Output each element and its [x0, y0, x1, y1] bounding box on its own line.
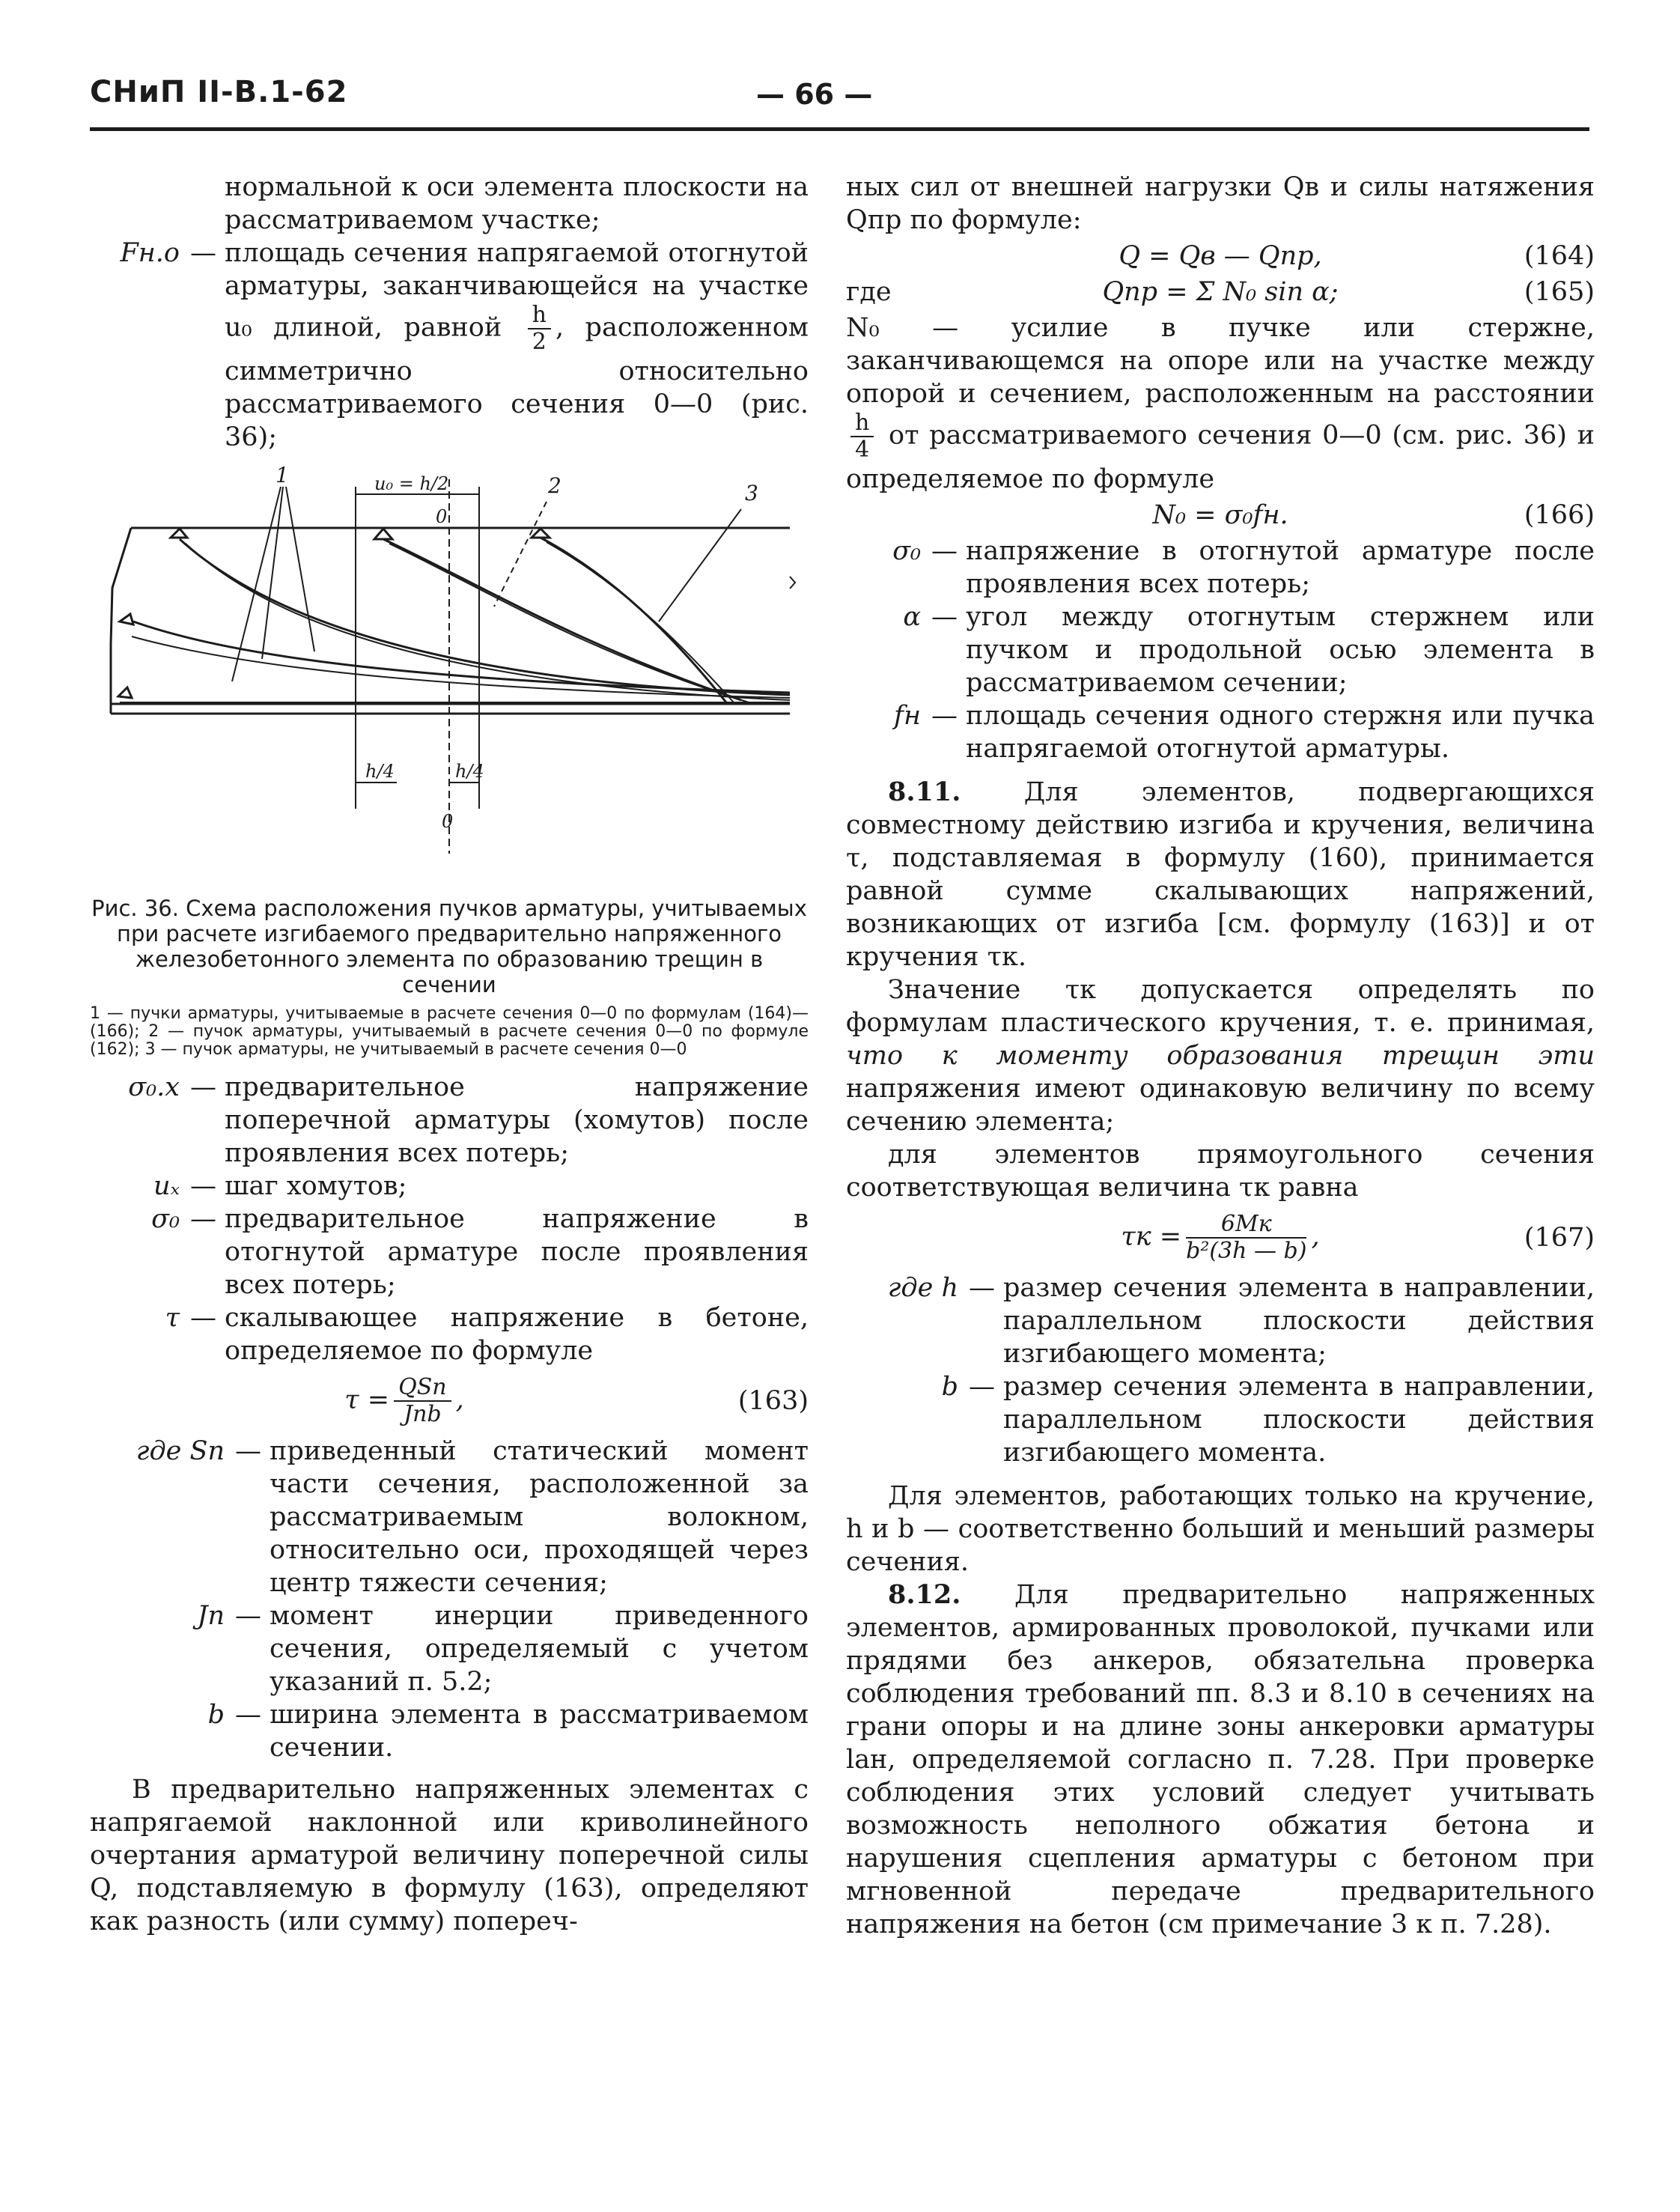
definition-text: размер сечения элемента в направлении, параллельном плоскости действия изгибающего момента.: [1003, 1372, 1595, 1468]
section-number: 8.12.: [888, 1579, 961, 1610]
formula-165: [846, 276, 1595, 309]
leader-3: [659, 509, 741, 622]
definition-text: ширина элемента в рассматриваемом сечении.: [270, 1700, 809, 1763]
figure-36: [90, 464, 809, 1059]
anchor-plate: [118, 687, 132, 698]
figure-legend: 1 — пучки арматуры, учитываемые в расчете сечения 0—0 по формулам (164)—(166); 2 — пучок арматуры, учитываемый в расчете сечения 0—0 по формуле (162); 3 — пучок арматуры, не учитываемый в расчете сечения 0—0: [90, 1004, 809, 1059]
formula-lead: где: [846, 277, 892, 307]
anchor-plate: [532, 529, 550, 538]
definition-text: предварительное напряжение в отогнутой арматуре после проявления всех потерь;: [225, 1204, 809, 1300]
formula-number: (166): [1524, 500, 1595, 530]
formula-tail: ,: [1311, 1221, 1320, 1252]
section-number: 8.11.: [888, 777, 961, 807]
formula-166: [846, 499, 1595, 532]
formula-number: (165): [1524, 277, 1595, 307]
definition-entry: fн — площадь сечения одного стержня или пучка напрягаемой отогнутой арматуры.: [846, 699, 1595, 765]
definition-text: шаг хомутов;: [225, 1171, 407, 1201]
definition-entry: b — размер сечения элемента в направлении, параллельном плоскости действия изгибающего момента.: [846, 1370, 1595, 1469]
definition-symbol: Fн.о: [120, 238, 180, 268]
definition-text: площадь сечения одного стержня или пучка напрягаемой отогнутой арматуры.: [966, 701, 1595, 764]
definition-entry: τ — скалывающее напряжение в бетоне, определяемое по формуле: [90, 1301, 809, 1367]
definition-text: момент инерции приведенного сечения, определяемый с учетом указаний п. 5.2;: [270, 1601, 809, 1697]
definition-entry: σ₀ — предварительное напряжение в отогнутой арматуре после проявления всех потерь;: [90, 1203, 809, 1301]
definition-symbol: σ₀.x: [128, 1072, 180, 1102]
definition-symbol: Jп: [197, 1601, 225, 1631]
label-1: 1: [276, 464, 289, 487]
fraction-denominator: 4: [855, 437, 870, 463]
fraction-numerator: h: [528, 303, 551, 329]
formula-tail: ,: [455, 1385, 464, 1415]
definitions-block-1: [90, 1071, 809, 1367]
definition-entry: b — ширина элемента в рассматриваемом сечении.: [90, 1698, 809, 1764]
formula-lhs: τк =: [1121, 1221, 1182, 1252]
section-8-11: [846, 776, 1595, 973]
fraction: [850, 410, 874, 463]
definition-text: приведенный статический момент части сечения, расположенной за рассматриваемым волокном, относительно оси, проходящей через центр тяжести сечения;: [270, 1436, 809, 1598]
definition-entry: где Sп — приведенный статический момент части сечения, расположенной за рассматриваемым волокном, относительно оси, проходящей через центр тяжести сечения;: [90, 1435, 809, 1599]
definition-symbol: σ₀: [151, 1204, 180, 1234]
definition-symbol: uₓ: [153, 1171, 180, 1201]
paragraph: для элементов прямоугольного сечения соответствующая величина τк равна: [846, 1140, 1595, 1203]
left-column: [90, 171, 809, 1938]
fraction-denominator: b²(3h — b): [1186, 1238, 1307, 1264]
paragraph-part: что к моменту образования трещин эти: [846, 1041, 1595, 1071]
definition-text: скалывающее напряжение в бетоне, определяемое по формуле: [225, 1303, 809, 1366]
definition-entry: σ₀.x — предварительное напряжение поперечной арматуры (хомутов) после проявления всех потерь;: [90, 1071, 809, 1170]
formula-167: [846, 1212, 1595, 1264]
right-column: [846, 171, 1595, 1941]
leader-2: [494, 502, 547, 607]
paragraph: ных сил от внешней нагрузки Qв и силы натяжения Qпр по формуле:: [846, 172, 1595, 235]
label-h4-left: h/4: [365, 761, 395, 782]
definition-text: угол между отогнутым стержнем или пучком и продольной осью элемента в рассматриваемом сечении;: [966, 602, 1595, 698]
definition-continued: [90, 171, 809, 237]
fraction: [528, 303, 551, 355]
break-mark: [790, 577, 795, 589]
formula-163: [90, 1375, 809, 1427]
definition-symbol: τ: [165, 1303, 180, 1333]
formula-164: [846, 240, 1595, 273]
figure-caption: Рис. 36. Схема расположения пучков арматуры, учитываемых при расчете изгибаемого предварительно напряженного железобетонного элемента по образованию трещин в сечении: [91, 896, 807, 997]
leader-1: [262, 487, 283, 659]
fraction-numerator: 6Mк: [1186, 1212, 1306, 1239]
definition-symbol: где h: [887, 1273, 958, 1303]
formula-body: [936, 1212, 1505, 1264]
formula-body: [90, 1375, 719, 1427]
formula-body: Q = Qв — Qпр,: [1119, 241, 1322, 271]
formula-number: (167): [1524, 1223, 1595, 1253]
label-zero-bottom: 0: [442, 811, 454, 832]
anchor-plate: [120, 614, 133, 625]
section-text: Для элементов, подвергающихся совместному действию изгиба и кручения, величина τ, подставляемая в формулу (160), принимается равной сумме скалывающих напряжений, возникающих от изгиба [см. формулу (163)] и от кручения τк.: [846, 777, 1595, 972]
definition-f-no: [90, 237, 809, 454]
definition-symbol: σ₀: [892, 536, 921, 566]
definition-text-part: расположенном симметрично относительно рассматриваемого сечения 0—0 (рис. 36);: [225, 312, 809, 452]
page-number: — 66 —: [756, 78, 873, 111]
label-u0: u₀ = h/2: [374, 473, 449, 494]
definition-text: размер сечения элемента в направлении, параллельном плоскости действия изгибающего момента;: [1003, 1273, 1595, 1369]
fraction-denominator: 2: [532, 329, 547, 355]
definition-text-part: площадь сечения напрягаемой отогнутой арматуры, заканчивающейся на участке u₀ длиной, равной: [225, 238, 809, 343]
formula-body: Qпр = Σ N₀ sin α;: [1102, 277, 1339, 307]
definition-entry: σ₀ — напряжение в отогнутой арматуре после проявления всех потерь;: [846, 535, 1595, 601]
definition-symbol: где Sп: [136, 1436, 225, 1466]
definitions-block-2: [90, 1435, 809, 1764]
definition-entry: uₓ — шаг хомутов;: [90, 1170, 809, 1203]
paragraph: В предварительно напряженных элементах с напрягаемой наклонной или криволинейного очертания арматурой величину поперечной силы Q, подставляемую в формулу (163), определяют как разность (или сумму) попереч-: [90, 1775, 809, 1936]
paragraph: [846, 312, 1595, 496]
definition-text: напряжение в отогнутой арматуре после проявления всех потерь;: [966, 536, 1595, 599]
definition-symbol: b: [941, 1372, 958, 1402]
fraction: [394, 1375, 451, 1427]
paragraph-part: напряжения имеют одинаковую величину по всему сечению элемента;: [846, 1074, 1595, 1137]
paragraph: Для элементов, работающих только на кручение, h и b — соответственно больший и меньший размеры сечения.: [846, 1481, 1595, 1577]
definitions-block-right: [846, 535, 1595, 765]
definition-text: нормальной к оси элемента плоскости на рассматриваемом участке;: [225, 172, 809, 235]
fraction: [1186, 1212, 1306, 1264]
fraction-numerator: h: [850, 410, 874, 437]
formula-number: (164): [1524, 241, 1595, 271]
anchor-plate: [171, 529, 187, 538]
formula-lhs: τ =: [344, 1385, 390, 1415]
reinforcement-diagram: [90, 464, 809, 891]
label-3: 3: [745, 481, 758, 505]
paragraph: [846, 973, 1595, 1138]
fraction-denominator: Jпb: [404, 1401, 442, 1427]
definition-dash: —: [190, 238, 216, 268]
section-text: Для предварительно напряженных элементов, армированных проволокой, пучками или прядями без анкеров, обязательна проверка соблюдения требований пп. 8.3 и 8.10 в сечениях на грани опоры и на длине зоны анкеровки арматуры lан, определяемой согласно п. 7.28. При проверке соблюдения этих условий следует учитывать возможность неполного обжатия бетона и нарушения сцепления арматуры с бетоном при мгновенной передаче предварительного напряжения на бетон (см примечание 3 к п. 7.28).: [846, 1580, 1595, 1939]
section-8-12: [846, 1579, 1595, 1941]
document-code: СНиП II-В.1-62: [90, 75, 348, 109]
paragraph-part: от рассматриваемого сечения 0—0 (см. рис. 36) и определяемое по формуле: [846, 420, 1595, 494]
anchor-plate: [374, 529, 392, 539]
header-rule: [90, 127, 1589, 131]
tendon-1c: [180, 539, 790, 695]
label-2: 2: [548, 473, 561, 498]
leader-1: [286, 487, 314, 651]
paragraph-part: Значение τк допускается определять по формулам пластического кручения, т. е. принимая,: [846, 975, 1595, 1038]
definition-text: предварительное напряжение поперечной арматуры (хомутов) после проявления всех потерь;: [225, 1072, 809, 1168]
definition-symbol: b: [207, 1700, 225, 1730]
label-zero-top: 0: [436, 506, 448, 527]
label-h4-right: h/4: [455, 761, 484, 782]
definitions-block-167: [846, 1271, 1595, 1469]
definition-entry: где h — размер сечения элемента в направлении, параллельном плоскости действия изгибающего момента;: [846, 1271, 1595, 1370]
definition-entry: α — угол между отогнутым стержнем или пучком и продольной осью элемента в рассматриваемом сечении;: [846, 601, 1595, 699]
definition-symbol: α: [903, 602, 921, 632]
definition-text: площадь сечения напрягаемой отогнутой арматуры, заканчивающейся на участке u₀ длиной, равной $\frac{h}{2}$ , расположенном симметрично относительно рассматриваемого сечения 0—0 (рис. 36);: [225, 238, 809, 452]
formula-body: N₀ = σ₀fн.: [1152, 500, 1288, 530]
formula-number: (163): [737, 1386, 809, 1416]
paragraph-part: N₀ — усилие в пучке или стержне, заканчивающемся на опоре или на участке между опорой и сечением, расположенным на расстоянии: [846, 313, 1595, 409]
definition-entry: Jп — момент инерции приведенного сечения, определяемый с учетом указаний п. 5.2;: [90, 1599, 809, 1698]
definition-symbol: fн: [893, 701, 921, 731]
fraction-numerator: QSп: [394, 1375, 451, 1402]
